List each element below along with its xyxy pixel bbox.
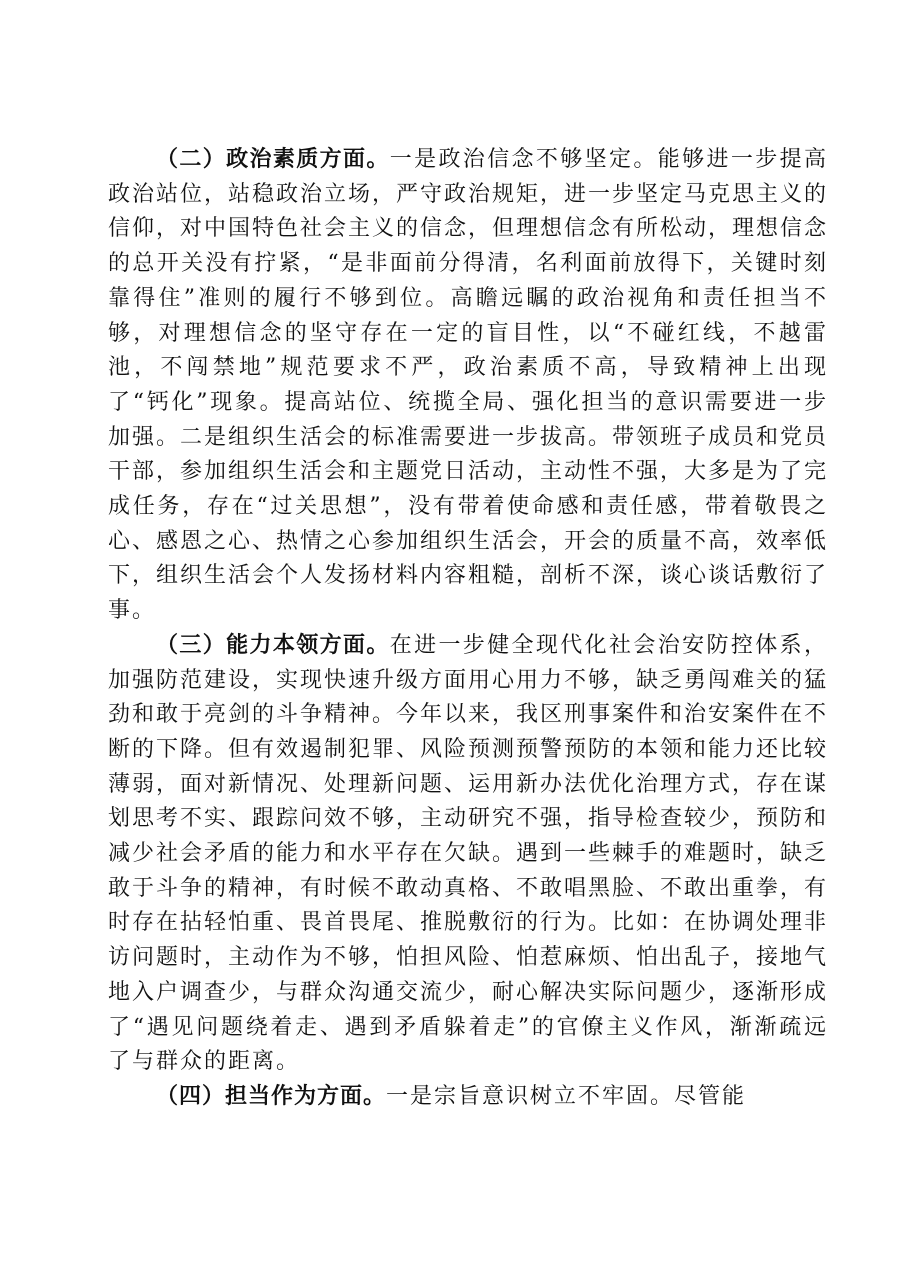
document-body: [108, 143, 828, 1115]
section-heading-responsibility: （四）担当作为方面。: [156, 1083, 387, 1109]
section-heading-political-quality: （二）政治素质方面。: [156, 147, 390, 172]
paragraph-responsibility: [108, 1080, 828, 1115]
paragraph-ability: [108, 629, 828, 1080]
paragraph-text: 一是宗旨意识树立不牢固。尽管能: [386, 1083, 747, 1109]
section-heading-ability: （三）能力本领方面。: [156, 632, 390, 658]
paragraph-text: 在进一步健全现代化社会治安防控体系，加强防范建设，实现快速升级方面用心用力不够，缺乏勇闯难关的猛劲和敢于亮剑的斗争精神。今年以来，我区刑事案件和治安案件在不断的下降。但有效遏制犯罪、风险预测预警预防的本领和能力还比较薄弱，面对新情况、处理新问题、运用新办法优化治理方式，存在谋划思考不实、跟踪问效不够，主动研究不强，指导检查较少，预防和减少社会矛盾的能力和水平存在欠缺。遇到一些棘手的难题时，缺乏敢于斗争的精神，有时候不敢动真格、不敢唱黑脸、不敢出重拳，有时存在拈轻怕重、畏首畏尾、推脱敷衍的行为。比如：在协调处理非访问题时，主动作为不够，怕担风险、怕惹麻烦、怕出乱子，接地气地入户调查少，与群众沟通交流少，耐心解决实际问题少，逐渐形成了“遇见问题绕着走、遇到矛盾躲着走”的官僚主义作风，渐渐疏远了与群众的距离。: [108, 632, 829, 1075]
paragraph-text: 一是政治信念不够坚定。能够进一步提高政治站位，站稳政治立场，严守政治规矩，进一步坚定马克思主义的信仰，对中国特色社会主义的信念，但理想信念有所松动，理想信念的总开关没有拧紧，“是非面前分得清，名利面前放得下，关键时刻靠得住”准则的履行不够到位。高瞻远瞩的政治视角和责任担当不够，对理想信念的坚守存在一定的盲目性，以“不碰红线，不越雷池，不闯禁地”规范要求不严，政治素质不高，导致精神上出现了“钙化”现象。提高站位、统揽全局、强化担当的意识需要进一步加强。二是组织生活会的标准需要进一步拔高。带领班子成员和党员干部，参加组织生活会和主题党日活动，主动性不强，大多是为了完成任务，存在“过关思想”，没有带着使命感和责任感，带着敬畏之心、感恩之心、热情之心参加组织生活会，开会的质量不高，效率低下，组织生活会个人发扬材料内容粗糙，剖析不深，谈心谈话敷衍了事。: [108, 147, 829, 624]
paragraph-political-quality: [108, 143, 828, 629]
